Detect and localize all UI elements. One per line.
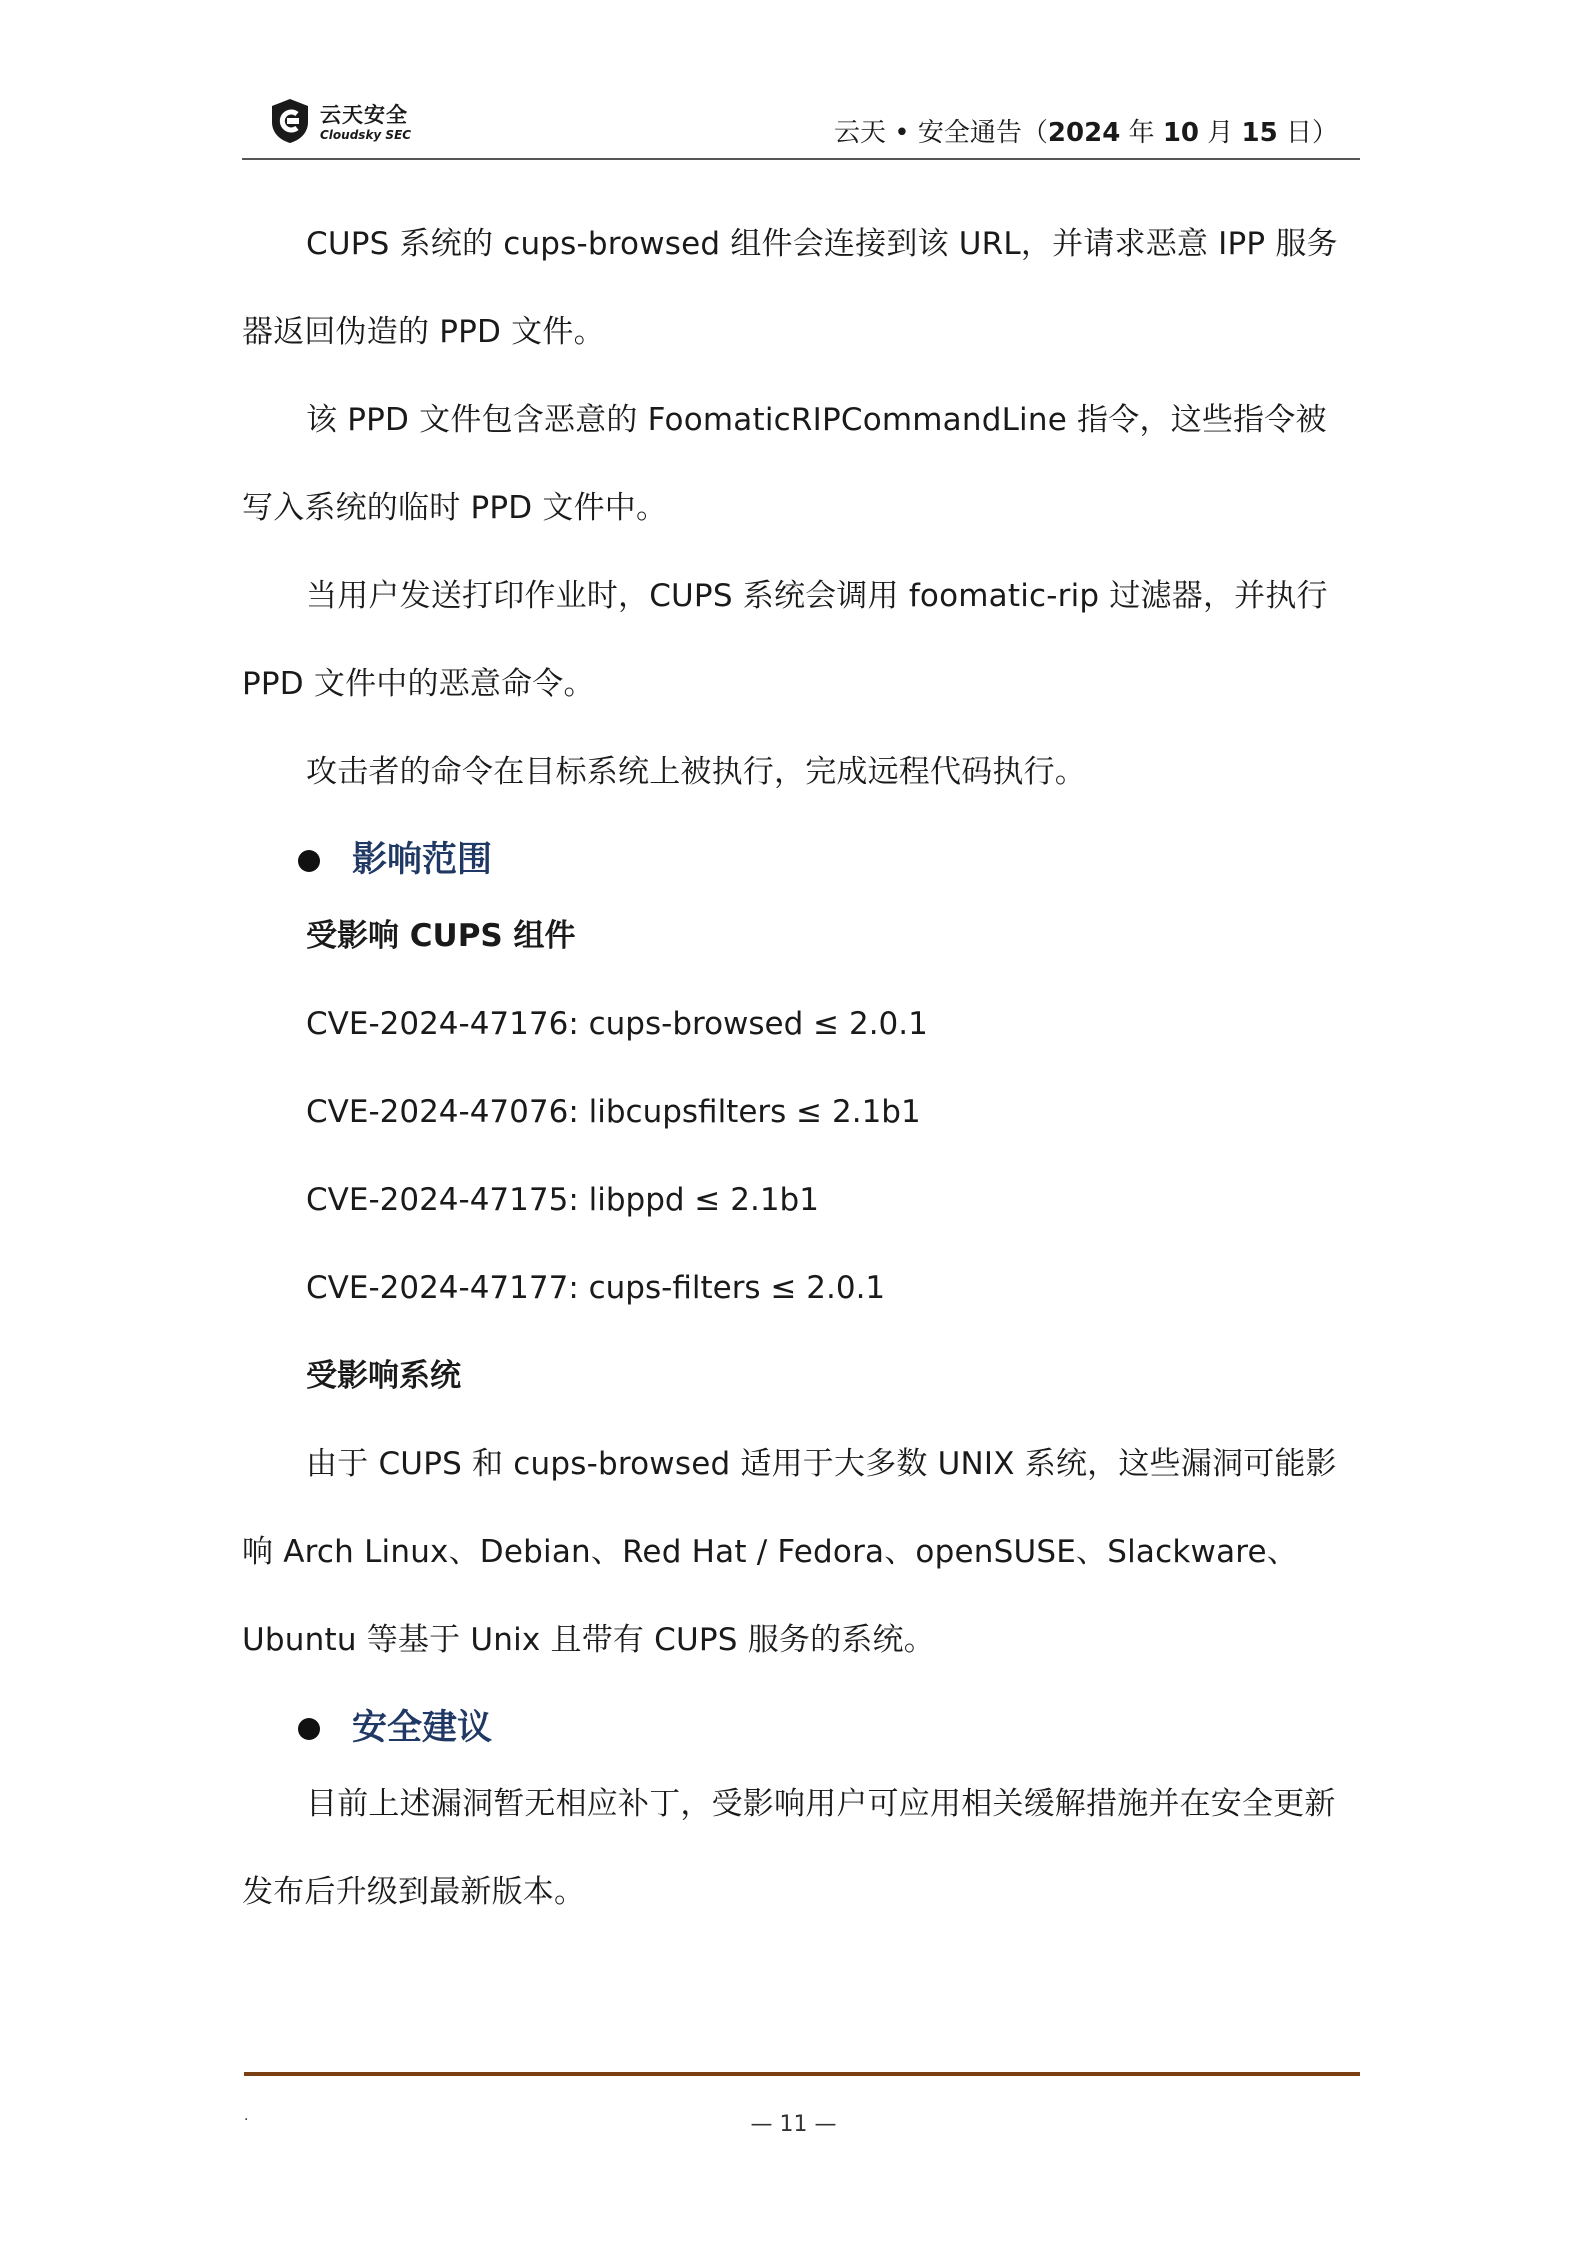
page-number: — 11 — — [750, 2112, 837, 2137]
shield-logo-icon — [270, 98, 310, 144]
section-title: 影响范围 — [352, 840, 493, 880]
cve-item: CVE-2024-47175: libppd ≤ 2.1b1 — [306, 1182, 819, 1218]
systems-heading: 受影响系统 — [306, 1358, 461, 1394]
components-heading: 受影响 CUPS 组件 — [306, 918, 576, 954]
cve-item: CVE-2024-47176: cups-browsed ≤ 2.0.1 — [306, 1006, 928, 1042]
paragraph: 由于 CUPS 和 cups-browsed 适用于大多数 UNIX 系统，这些漏洞可能影响 Arch Linux、Debian、Red Hat / Fedora、openSUSE、Slackware、Ubuntu 等基于 Unix 且带有 CUPS 服务的系统。 — [242, 1446, 1337, 1658]
bulletin-title: 云天 • 安全通告（2024 年 10 月 15 日） — [834, 118, 1338, 148]
paragraph: 目前上述漏洞暂无相应补丁，受影响用户可应用相关缓解措施并在安全更新发布后升级到最新版本。 — [242, 1786, 1336, 1910]
paragraph: 当用户发送打印作业时，CUPS 系统会调用 foomatic-rip 过滤器，并执行 PPD 文件中的恶意命令。 — [242, 578, 1328, 702]
page-header — [242, 88, 1360, 160]
footer-divider — [244, 2072, 1360, 2076]
document-body — [242, 200, 1342, 1936]
cve-item: CVE-2024-47076: libcupsfilters ≤ 2.1b1 — [306, 1094, 921, 1130]
bullet-icon — [298, 1718, 320, 1740]
company-logo — [270, 98, 530, 148]
logo-english-name: Cloudsky SEC — [320, 128, 412, 142]
header-divider — [242, 158, 1360, 160]
section-impact — [242, 828, 1342, 892]
section-advice — [242, 1696, 1342, 1760]
bullet-icon — [298, 850, 320, 872]
paragraph: 攻击者的命令在目标系统上被执行，完成远程代码执行。 — [306, 754, 1086, 790]
cve-item: CVE-2024-47177: cups-filters ≤ 2.0.1 — [306, 1270, 886, 1306]
footer-mark: . — [244, 2108, 249, 2124]
section-title: 安全建议 — [352, 1708, 493, 1748]
logo-chinese-name: 云天安全 — [320, 103, 408, 127]
paragraph: 该 PPD 文件包含恶意的 FoomaticRIPCommandLine 指令，这些指令被写入系统的临时 PPD 文件中。 — [242, 402, 1327, 526]
paragraph: CUPS 系统的 cups-browsed 组件会连接到该 URL，并请求恶意 IPP 服务器返回伪造的 PPD 文件。 — [242, 226, 1338, 350]
